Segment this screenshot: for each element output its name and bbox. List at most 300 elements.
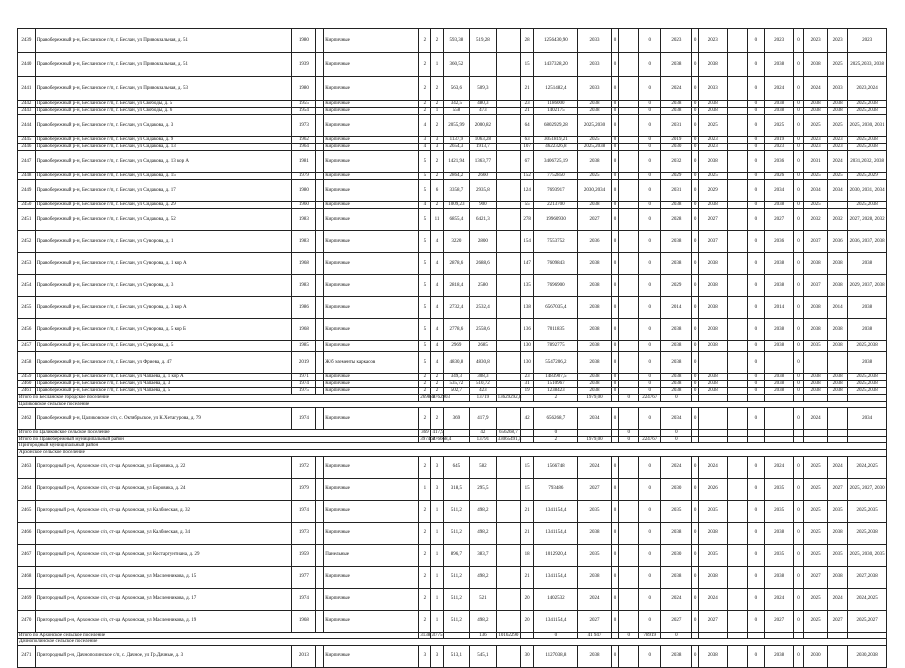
table-cell: 2038 — [828, 253, 848, 275]
subtotal-row — [18, 395, 887, 402]
table-cell: Правобережный р-н, Бесланское г/п, г. Беслан, ул Сидакова, д. 13 кор А — [35, 151, 291, 173]
table-cell: 0 — [793, 115, 803, 137]
table-cell: 2025,2038 — [848, 108, 887, 115]
table-cell: 0 — [611, 173, 619, 180]
table-cell: 2213700 — [534, 202, 578, 209]
table-cell: 0 — [611, 151, 619, 173]
table-cell: 1 — [431, 500, 443, 522]
table-cell: 2467 — [18, 544, 36, 566]
table-cell: 0 — [747, 381, 765, 388]
table-cell: 3 — [431, 144, 443, 151]
table-cell: 0 — [747, 319, 765, 341]
table-cell — [496, 180, 520, 202]
table-cell: 2023 — [765, 29, 794, 53]
table-cell: 0 — [639, 144, 661, 151]
table-cell: 2031 — [661, 180, 692, 202]
table-cell: 2025 — [803, 456, 827, 478]
table-cell: Правобережный р-н, Бесланское г/п, г. Беслан, ул Сидакова, д. 9 — [35, 137, 291, 144]
table-cell: 2 — [431, 151, 443, 173]
table-cell — [619, 388, 639, 395]
subtotal-cell: 10162290 — [496, 632, 520, 639]
table-cell: 0 — [747, 610, 765, 632]
table-cell — [727, 645, 747, 667]
table-cell: 2038 — [578, 522, 611, 544]
table-cell: 2038 — [803, 101, 827, 108]
subtotal-cell — [727, 395, 747, 402]
subtotal-cell — [698, 436, 727, 443]
table-cell: 1974 — [292, 500, 316, 522]
table-cell: Кирпичные — [324, 478, 419, 500]
table-cell — [619, 456, 639, 478]
table-cell: 2038 — [578, 151, 611, 173]
table-cell: 2024 — [765, 456, 794, 478]
table-cell: 2038 — [828, 341, 848, 352]
table-cell: 2 — [431, 381, 443, 388]
table-cell: 2025 — [803, 610, 827, 632]
table-cell — [316, 77, 324, 101]
table-cell: 645 — [443, 456, 470, 478]
table-cell: 2023 — [698, 137, 727, 144]
table-cell: 2 — [419, 77, 431, 101]
table-cell: 1510967 — [534, 381, 578, 388]
section-heading: Цаликовское сельское поселение — [18, 401, 887, 408]
table-cell: 2466 — [18, 522, 36, 544]
table-cell: 2025,2035 — [848, 500, 887, 522]
table-cell — [619, 275, 639, 297]
table-cell: 2025,2038 — [848, 202, 887, 209]
register-body — [18, 29, 887, 668]
table-cell: 0 — [793, 500, 803, 522]
table-cell — [496, 319, 520, 341]
table-cell: 5 — [419, 275, 431, 297]
subtotal-cell — [848, 430, 887, 437]
table-cell: 2029 — [661, 275, 692, 297]
table-cell — [727, 173, 747, 180]
table-cell: 2025 — [803, 544, 827, 566]
table-cell: 0 — [611, 115, 619, 137]
table-cell: 2025 — [828, 53, 848, 77]
table-cell: Кирпичные — [324, 381, 419, 388]
table-cell — [316, 151, 324, 173]
table-cell: 2026 — [765, 173, 794, 180]
subtotal-cell — [520, 395, 533, 402]
table-cell: 2864,2 — [443, 173, 470, 180]
table-cell: 0 — [692, 544, 699, 566]
table-cell: 0 — [611, 231, 619, 253]
table-cell: 2 — [419, 522, 431, 544]
table-row — [18, 144, 887, 151]
table-cell: 5 — [419, 209, 431, 231]
table-cell — [316, 319, 324, 341]
table-cell: 1341154,4 — [534, 522, 578, 544]
table-cell: Правобережный р-н, Бесланское г/п, г. Беслан, ул Суворова, д. 3 кор А — [35, 297, 291, 319]
table-cell: 0 — [639, 408, 661, 430]
housing-register-table — [17, 28, 887, 668]
table-cell: 0 — [692, 645, 699, 667]
table-cell: 900 — [470, 202, 497, 209]
subtotal-cell — [848, 436, 887, 443]
table-row — [18, 522, 887, 544]
table-cell: 0 — [639, 253, 661, 275]
table-cell: 4 — [431, 341, 443, 352]
table-cell — [496, 101, 520, 108]
table-cell — [316, 137, 324, 144]
table-cell: Кирпичные — [324, 202, 419, 209]
table-cell: 2035 — [698, 544, 727, 566]
table-cell: 896,7 — [443, 544, 470, 566]
table-cell: 1009,23 — [443, 202, 470, 209]
table-cell: 0 — [692, 173, 699, 180]
table-cell: Пригородный р-н, Архонское с/п, ст-ца Архонская, ул Масленникова, д. 17 — [35, 588, 291, 610]
subtotal-cell: 1979,00 — [578, 436, 611, 443]
table-cell: 0 — [692, 352, 699, 374]
table-cell: 0 — [747, 137, 765, 144]
table-cell: 0 — [692, 297, 699, 319]
table-cell — [619, 341, 639, 352]
table-cell: 1483907,5 — [534, 374, 578, 381]
subtotal-cell — [803, 632, 827, 639]
subtotal-cell — [639, 430, 661, 437]
table-cell: 0 — [639, 115, 661, 137]
table-cell: 0 — [639, 180, 661, 202]
table-cell: 1566748 — [534, 456, 578, 478]
table-cell: 0 — [639, 29, 661, 53]
table-cell: 2032 — [803, 209, 827, 231]
table-row — [18, 275, 887, 297]
table-cell: 1979 — [292, 478, 316, 500]
table-cell: 2027,2038 — [848, 566, 887, 588]
table-cell: 0 — [639, 53, 661, 77]
table-cell: 295,5 — [470, 478, 497, 500]
table-cell: 2878,6 — [443, 253, 470, 275]
subtotal-label: Итого по Бесланское городское поселение — [18, 395, 419, 402]
table-cell: 0 — [747, 209, 765, 231]
table-cell: 2032 — [828, 209, 848, 231]
table-cell: 1974 — [292, 408, 316, 430]
table-cell: 1251482,4 — [534, 77, 578, 101]
table-cell: 2023 — [828, 29, 848, 53]
table-cell: Правобережный р-н, Бесланское г/п, г. Беслан, ул Сидакова, д. 3 — [35, 115, 291, 137]
subtotal-row — [18, 436, 887, 443]
table-cell: 2038 — [828, 101, 848, 108]
table-cell: Кирпичные — [324, 53, 419, 77]
table-cell: 11 — [431, 209, 443, 231]
table-cell: 2036 — [578, 231, 611, 253]
table-cell: 2451 — [18, 209, 36, 231]
table-cell: 2038 — [698, 645, 727, 667]
table-cell: 5 — [419, 180, 431, 202]
table-cell — [727, 381, 747, 388]
table-cell: 2024 — [578, 588, 611, 610]
table-cell: Правобережный р-н, Бесланское г/п, г. Беслан, ул Чапаева, д. 3 — [35, 381, 291, 388]
table-cell: 2035 — [765, 544, 794, 566]
table-cell — [496, 77, 520, 101]
table-cell: 2461 — [18, 388, 36, 395]
table-cell: 1 — [431, 522, 443, 544]
table-cell: 1986 — [292, 297, 316, 319]
table-cell: 67 — [520, 151, 533, 173]
table-cell: 2038 — [803, 108, 827, 115]
table-cell: 2 — [419, 544, 431, 566]
table-cell: Кирпичные — [324, 588, 419, 610]
table-cell — [496, 253, 520, 275]
table-cell: 2038 — [765, 522, 794, 544]
table-cell: 2038 — [698, 275, 727, 297]
table-cell: 2038 — [765, 645, 794, 667]
table-cell: 1 — [419, 478, 431, 500]
table-cell: 0 — [639, 319, 661, 341]
table-cell: 2034 — [828, 180, 848, 202]
table-cell: 0 — [639, 544, 661, 566]
table-cell — [316, 352, 324, 374]
table-cell: 2038 — [803, 388, 827, 395]
table-cell: 0 — [747, 645, 765, 667]
table-cell: 147 — [520, 253, 533, 275]
table-cell: 0 — [692, 522, 699, 544]
table-cell: 2014 — [828, 297, 848, 319]
table-cell — [619, 108, 639, 115]
table-cell: 42 — [520, 408, 533, 430]
table-cell — [727, 231, 747, 253]
table-cell — [316, 544, 324, 566]
table-cell: 2023 — [803, 29, 827, 53]
table-cell: 0 — [692, 144, 699, 151]
table-cell: 0 — [793, 137, 803, 144]
table-cell: 2019 — [765, 137, 794, 144]
table-cell: 2025 — [803, 588, 827, 610]
table-cell: 1983 — [292, 231, 316, 253]
subtotal-cell — [828, 632, 848, 639]
subtotal-cell — [793, 436, 803, 443]
table-cell: 0 — [611, 77, 619, 101]
table-cell: 0 — [611, 29, 619, 53]
table-cell: 63 — [520, 137, 533, 144]
table-cell: 0 — [611, 275, 619, 297]
table-cell: 2038 — [698, 374, 727, 381]
table-cell: 318,5 — [443, 478, 470, 500]
table-cell — [619, 53, 639, 77]
table-cell: Кирпичные — [324, 209, 419, 231]
table-cell — [496, 566, 520, 588]
table-cell — [619, 566, 639, 588]
table-cell: 2023,2024 — [848, 77, 887, 101]
table-cell: 3 — [419, 137, 431, 144]
table-cell: 0 — [611, 202, 619, 209]
table-row — [18, 478, 887, 500]
table-cell: 2038 — [578, 374, 611, 381]
table-cell: 2027 — [765, 610, 794, 632]
table-cell: 2025,2038 — [848, 381, 887, 388]
table-cell: Правобережный р-н, Бесланское г/п, г. Беслан, ул Привокзальная, д. 51 — [35, 29, 291, 53]
table-cell: Правобережный р-н, Бесланское г/п, г. Беслан, ул Суворова, д. 3 — [35, 275, 291, 297]
table-cell — [619, 101, 639, 108]
table-row — [18, 566, 887, 588]
table-cell: 510,72 — [470, 381, 497, 388]
table-cell: 1959 — [292, 544, 316, 566]
table-cell: 0 — [747, 77, 765, 101]
table-cell — [496, 408, 520, 430]
subtotal-cell: 0 — [534, 430, 578, 437]
table-cell: 0 — [793, 381, 803, 388]
table-cell: 1980 — [292, 180, 316, 202]
table-cell: 593,38 — [443, 29, 470, 53]
table-cell: 0 — [692, 115, 699, 137]
table-cell: 0 — [793, 202, 803, 209]
table-cell: 793486 — [534, 478, 578, 500]
table-cell: 0 — [692, 209, 699, 231]
table-cell: 0 — [793, 544, 803, 566]
table-row — [18, 352, 887, 374]
table-cell: 2033 — [828, 77, 848, 101]
subtotal-cell: 3138,7 — [420, 632, 435, 638]
table-cell: 2038 — [803, 53, 827, 77]
table-cell: 2038 — [765, 202, 794, 209]
table-cell: 0 — [747, 588, 765, 610]
table-cell — [727, 202, 747, 209]
table-cell — [619, 231, 639, 253]
table-cell: 1968 — [292, 610, 316, 632]
table-cell — [727, 29, 747, 53]
table-cell: Кирпичные — [324, 77, 419, 101]
subtotal-cell — [793, 395, 803, 402]
table-cell: 656268,7 — [534, 408, 578, 430]
table-cell: 278 — [520, 209, 533, 231]
table-cell: 0 — [611, 381, 619, 388]
subtotal-cell — [803, 436, 827, 443]
table-cell: 3 — [431, 137, 443, 144]
table-cell: 2038 — [803, 374, 827, 381]
table-cell: 1256430,90 — [534, 29, 578, 53]
table-cell: 2038 — [698, 566, 727, 588]
table-row — [18, 77, 887, 101]
table-cell: 2462 — [18, 408, 36, 430]
table-cell: 1983 — [292, 275, 316, 297]
table-cell: 2038 — [578, 275, 611, 297]
table-cell: 2025,2038 — [848, 341, 887, 352]
table-cell: 2030 — [661, 144, 692, 151]
table-cell: 21 — [520, 500, 533, 522]
table-cell: 2038 — [765, 341, 794, 352]
table-cell: 15 — [520, 478, 533, 500]
table-cell: Кирпичные — [324, 610, 419, 632]
table-cell: 0 — [793, 151, 803, 173]
table-cell: 0 — [639, 456, 661, 478]
table-cell: 0 — [639, 77, 661, 101]
table-cell: 423 — [470, 388, 497, 395]
table-cell: 135 — [520, 275, 533, 297]
table-cell: 2558,6 — [470, 319, 497, 341]
table-cell: 1979 — [292, 173, 316, 180]
table-cell: 2036, 2037, 2038 — [848, 231, 887, 253]
table-cell: 0 — [793, 231, 803, 253]
table-cell: 417,9 — [470, 408, 497, 430]
table-cell: 0 — [611, 297, 619, 319]
table-row — [18, 297, 887, 319]
table-cell — [619, 29, 639, 53]
table-cell — [727, 209, 747, 231]
subtotal-cell: 3775 — [432, 632, 443, 638]
table-cell: 0 — [747, 456, 765, 478]
table-cell: Кирпичные — [324, 115, 419, 137]
table-cell — [727, 610, 747, 632]
table-cell — [727, 388, 747, 395]
subtotal-cell: 2 — [534, 436, 578, 443]
table-cell: 2035 — [828, 544, 848, 566]
table-cell: 2 — [431, 388, 443, 395]
table-row — [18, 173, 887, 180]
table-cell: 1 — [431, 566, 443, 588]
subtotal-cell — [578, 430, 611, 437]
table-cell — [619, 297, 639, 319]
table-cell: 513,1 — [443, 645, 470, 667]
table-cell: 4 — [431, 231, 443, 253]
table-cell: 2459 — [18, 374, 36, 381]
table-cell — [316, 209, 324, 231]
subtotal-cell — [747, 395, 765, 402]
table-cell: 1974 — [292, 588, 316, 610]
table-cell — [727, 588, 747, 610]
table-cell: 2685 — [470, 341, 497, 352]
table-cell: 2443 — [18, 108, 36, 115]
table-cell: 2038 — [848, 253, 887, 275]
table-cell: 502,7 — [443, 388, 470, 395]
subtotal-cell: 0 — [534, 632, 578, 639]
table-cell: 1977 — [292, 566, 316, 588]
table-cell: Правобережный р-н, Бесланское г/п, г. Беслан, ул Суворова, д. 1 кор А — [35, 253, 291, 275]
table-cell — [496, 144, 520, 151]
table-cell: Правобережный р-н, Бесланское г/п, г. Беслан, ул Привокзальная, д. 53 — [35, 77, 291, 101]
table-cell: 2023 — [848, 29, 887, 53]
table-cell: Кирпичные — [324, 319, 419, 341]
table-cell — [496, 374, 520, 381]
table-cell: 136 — [520, 319, 533, 341]
table-cell: 2030 — [803, 645, 827, 667]
table-cell — [727, 500, 747, 522]
table-cell: 0 — [611, 456, 619, 478]
table-cell: 2038 — [848, 297, 887, 319]
table-cell — [619, 645, 639, 667]
table-cell: 2469 — [18, 588, 36, 610]
subtotal-cell: 0 — [619, 430, 639, 437]
table-cell: 0 — [639, 275, 661, 297]
table-cell — [619, 202, 639, 209]
table-cell: Кирпичные — [324, 144, 419, 151]
section-heading: Дачнополинское сельское поселение — [18, 639, 887, 646]
table-cell: 2038 — [765, 253, 794, 275]
table-cell: 0 — [793, 610, 803, 632]
table-cell: 2038 — [828, 522, 848, 544]
subtotal-cell — [765, 436, 794, 443]
table-cell: 2038 — [698, 108, 727, 115]
table-cell — [316, 478, 324, 500]
subtotal-cell: 13719 — [470, 395, 497, 402]
table-cell: 0 — [692, 29, 699, 53]
table-cell: 152 — [520, 173, 533, 180]
table-cell: 2025 — [698, 115, 727, 137]
table-cell: 2038 — [698, 297, 727, 319]
table-cell: 0 — [611, 352, 619, 374]
table-cell: 0 — [747, 144, 765, 151]
table-cell: 2031 — [803, 151, 827, 173]
table-cell — [316, 253, 324, 275]
subtotal-cell — [692, 430, 699, 437]
table-cell: 2038 — [765, 566, 794, 588]
subtotal-label: Итого по Правобережный муниципальный район — [18, 436, 419, 443]
table-cell: 0 — [793, 144, 803, 151]
section-heading-row — [18, 639, 887, 646]
table-cell — [727, 408, 747, 430]
section-heading-row — [18, 401, 887, 408]
